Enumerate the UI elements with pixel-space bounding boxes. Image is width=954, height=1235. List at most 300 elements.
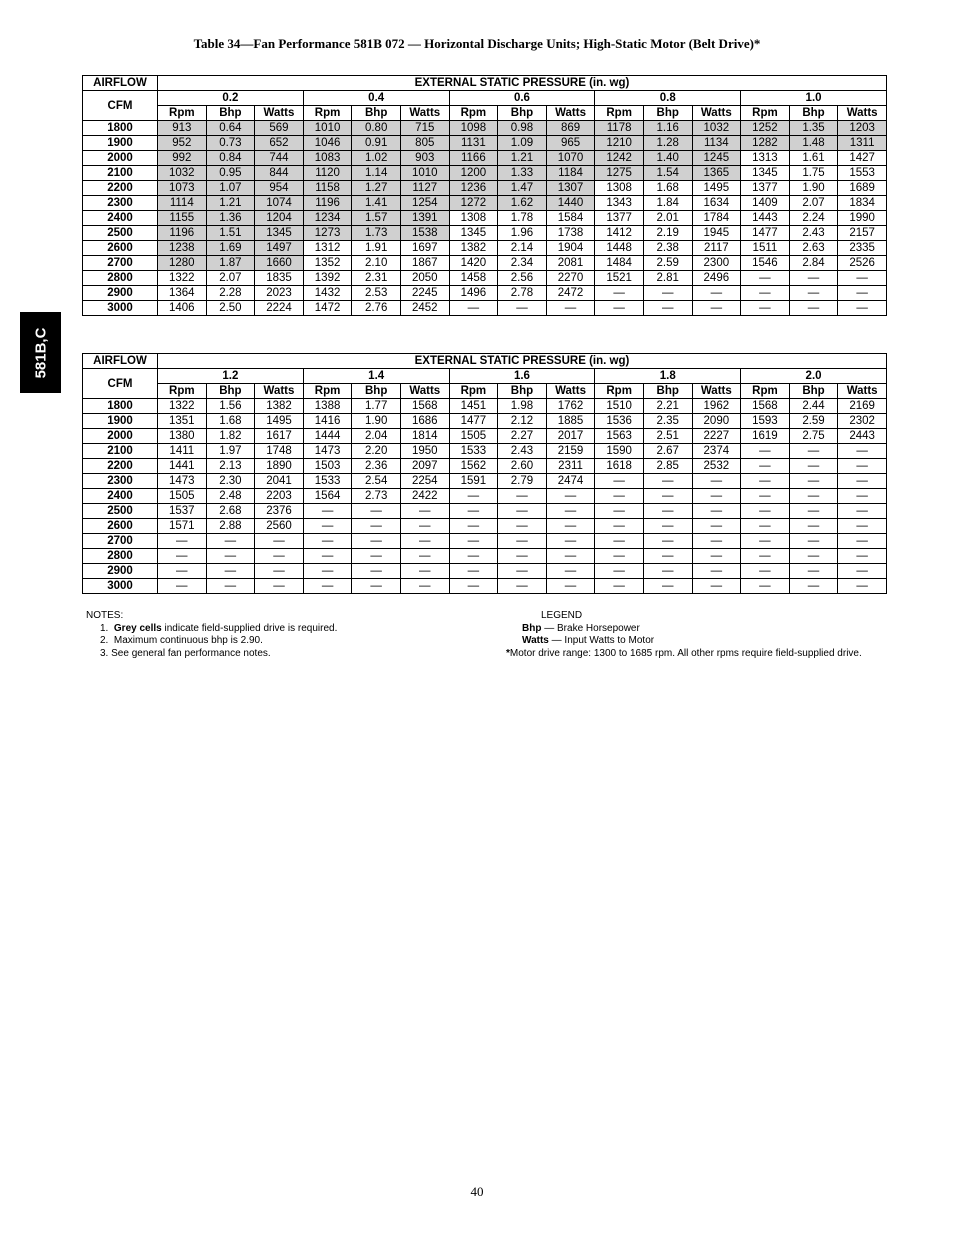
table-cell: 913	[158, 121, 207, 136]
table-cell: —	[741, 271, 790, 286]
subheader-cell: Watts	[255, 384, 304, 399]
table-cell: 1.09	[498, 136, 547, 151]
table-cell: 1.84	[643, 196, 692, 211]
table-cell: 1533	[449, 444, 498, 459]
table-cell: 1.61	[789, 151, 838, 166]
table-cell: 869	[546, 121, 595, 136]
table-cell: 1440	[546, 196, 595, 211]
header-row	[83, 354, 887, 369]
table-cell: 2224	[255, 301, 304, 316]
legend-footnote	[506, 648, 862, 661]
table-cell: 1120	[303, 166, 352, 181]
pressure-header: 1.8	[595, 369, 741, 384]
page-number: 40	[470, 1184, 484, 1199]
table-cell: —	[255, 534, 304, 549]
table-cell: —	[741, 474, 790, 489]
table-row	[83, 226, 887, 241]
pressure-header: 2.0	[741, 369, 887, 384]
table-cell: —	[498, 534, 547, 549]
table-cell: —	[692, 504, 741, 519]
table-row	[83, 414, 887, 429]
table-row	[83, 534, 887, 549]
cfm-header: CFM	[83, 91, 158, 121]
table-cell: 1571	[158, 519, 207, 534]
table-cell: 1473	[303, 444, 352, 459]
cfm-cell: 3000	[83, 579, 158, 594]
table-cell: —	[692, 286, 741, 301]
table-cell: 1427	[838, 151, 887, 166]
notes-heading: NOTES:	[86, 610, 124, 621]
table-cell: —	[838, 504, 887, 519]
subheader-cell: Bhp	[643, 106, 692, 121]
table-cell: 1.21	[206, 196, 255, 211]
subheader-row	[83, 384, 887, 399]
table-cell: —	[838, 444, 887, 459]
table-cell: 1.77	[352, 399, 401, 414]
table-cell: 1443	[741, 211, 790, 226]
table-cell: 1538	[400, 226, 449, 241]
table-cell: 2203	[255, 489, 304, 504]
table-cell: 2.31	[352, 271, 401, 286]
table-row	[83, 301, 887, 316]
note-bold: Grey cells	[113, 622, 162, 634]
table-row	[83, 181, 887, 196]
table-cell: 1748	[255, 444, 304, 459]
table-cell: —	[400, 519, 449, 534]
table-cell: 1.33	[498, 166, 547, 181]
table-cell: 1.40	[643, 151, 692, 166]
table-cell: 2.48	[206, 489, 255, 504]
table-row	[83, 564, 887, 579]
pressure-header: 0.4	[303, 91, 449, 106]
table-cell: 2.78	[498, 286, 547, 301]
table-cell: 2335	[838, 241, 887, 256]
table-cell: 1282	[741, 136, 790, 151]
table-cell: —	[789, 444, 838, 459]
table-cell: 1617	[255, 429, 304, 444]
subheader-cell: Watts	[692, 106, 741, 121]
table-cell: 2300	[692, 256, 741, 271]
table-cell: 1962	[692, 399, 741, 414]
table-row	[83, 286, 887, 301]
table-cell: 1.68	[206, 414, 255, 429]
table-cell: 2532	[692, 459, 741, 474]
legend-def: — Input Watts to Motor	[548, 635, 655, 646]
table-cell: 1689	[838, 181, 887, 196]
cfm-cell: 2800	[83, 549, 158, 564]
table-cell: 1814	[400, 429, 449, 444]
table-row	[83, 166, 887, 181]
table-row	[83, 196, 887, 211]
table-cell: 0.98	[498, 121, 547, 136]
table-cell: 2.30	[206, 474, 255, 489]
table-cell: —	[789, 474, 838, 489]
table-cell: —	[400, 564, 449, 579]
table-cell: 2.59	[789, 414, 838, 429]
cfm-header: CFM	[83, 369, 158, 399]
table-row	[83, 444, 887, 459]
table-cell: 1272	[449, 196, 498, 211]
table-cell: 1562	[449, 459, 498, 474]
table-cell: —	[206, 564, 255, 579]
table-cell: —	[643, 504, 692, 519]
table-cell: 1.90	[789, 181, 838, 196]
table-cell: 1762	[546, 399, 595, 414]
table-cell: 1083	[303, 151, 352, 166]
table-cell: 1472	[303, 301, 352, 316]
table-cell: —	[595, 579, 644, 594]
table-cell: 1590	[595, 444, 644, 459]
table-cell: 2.28	[206, 286, 255, 301]
airflow-header: AIRFLOW	[83, 76, 158, 91]
table-cell: —	[838, 301, 887, 316]
subheader-cell: Bhp	[789, 106, 838, 121]
table-cell: 2.21	[643, 399, 692, 414]
table-cell: 1.36	[206, 211, 255, 226]
table-cell: 1364	[158, 286, 207, 301]
table-cell: 1.69	[206, 241, 255, 256]
table-cell: 1495	[692, 181, 741, 196]
table-cell: 2376	[255, 504, 304, 519]
table-cell: 1412	[595, 226, 644, 241]
table-cell: 1477	[741, 226, 790, 241]
table-cell: 2302	[838, 414, 887, 429]
table-cell: 1.73	[352, 226, 401, 241]
table-cell: —	[595, 301, 644, 316]
table-cell: —	[643, 564, 692, 579]
table-cell: —	[643, 301, 692, 316]
header-row	[83, 76, 887, 91]
table-cell: 2157	[838, 226, 887, 241]
table-cell: —	[789, 301, 838, 316]
table-cell: —	[741, 504, 790, 519]
table-cell: 1382	[255, 399, 304, 414]
table-cell: —	[498, 504, 547, 519]
table-cell: 2090	[692, 414, 741, 429]
table-cell: 1867	[400, 256, 449, 271]
table-cell: —	[255, 549, 304, 564]
subheader-cell: Bhp	[352, 384, 401, 399]
table-cell: —	[546, 519, 595, 534]
cfm-cell: 2500	[83, 504, 158, 519]
table-cell: 1584	[546, 211, 595, 226]
table-row	[83, 121, 887, 136]
table-cell: 1477	[449, 414, 498, 429]
table-cell: 2.19	[643, 226, 692, 241]
table-cell: 0.80	[352, 121, 401, 136]
table-cell: 1834	[838, 196, 887, 211]
table-cell: 1.02	[352, 151, 401, 166]
table-cell: 1411	[158, 444, 207, 459]
table-cell: 1563	[595, 429, 644, 444]
table-cell: —	[838, 489, 887, 504]
table-cell: 2050	[400, 271, 449, 286]
table-cell: 0.95	[206, 166, 255, 181]
table-cell: 1618	[595, 459, 644, 474]
table-cell: —	[643, 489, 692, 504]
footnote-mark: *	[506, 647, 510, 659]
table-cell: 1234	[303, 211, 352, 226]
table-cell: 2.44	[789, 399, 838, 414]
table-cell: 1.41	[352, 196, 401, 211]
table-cell: 1.27	[352, 181, 401, 196]
table-cell: 2.54	[352, 474, 401, 489]
table-cell: —	[789, 459, 838, 474]
cfm-cell: 1800	[83, 121, 158, 136]
table-cell: —	[789, 286, 838, 301]
table-cell: —	[158, 564, 207, 579]
table-cell: —	[595, 564, 644, 579]
table-row	[83, 429, 887, 444]
table-cell: 2.07	[789, 196, 838, 211]
table-cell: 1416	[303, 414, 352, 429]
note-text: Maximum continuous bhp is 2.90.	[113, 635, 263, 646]
table-cell: 2.75	[789, 429, 838, 444]
table-cell: —	[838, 271, 887, 286]
table-cell: 1236	[449, 181, 498, 196]
table-row	[83, 151, 887, 166]
table-cell: —	[789, 579, 838, 594]
table-cell: 1505	[449, 429, 498, 444]
cfm-cell: 2000	[83, 151, 158, 166]
table-cell: 1046	[303, 136, 352, 151]
legend-item	[506, 623, 862, 636]
table-cell: 1307	[546, 181, 595, 196]
table-cell: 1409	[741, 196, 790, 211]
table-row	[83, 256, 887, 271]
table-cell: 1312	[303, 241, 352, 256]
table-row	[83, 519, 887, 534]
table-cell: 0.64	[206, 121, 255, 136]
table-cell: 1448	[595, 241, 644, 256]
table-cell: —	[643, 474, 692, 489]
table-cell: 2.60	[498, 459, 547, 474]
table-cell: 2270	[546, 271, 595, 286]
table-cell: 1200	[449, 166, 498, 181]
table-cell: 2.79	[498, 474, 547, 489]
esp-header: EXTERNAL STATIC PRESSURE (in. wg)	[158, 76, 887, 91]
table-cell: 1473	[158, 474, 207, 489]
table-cell: 1510	[595, 399, 644, 414]
table-cell: 1.57	[352, 211, 401, 226]
side-tab	[20, 312, 61, 393]
table-cell: 2.81	[643, 271, 692, 286]
table-cell: —	[741, 286, 790, 301]
table-cell: —	[400, 534, 449, 549]
table-cell: 1537	[158, 504, 207, 519]
table-row	[83, 489, 887, 504]
table-cell: —	[158, 579, 207, 594]
table-cell: —	[546, 504, 595, 519]
table-cell: 1.91	[352, 241, 401, 256]
table-cell: 1070	[546, 151, 595, 166]
table-cell: 1.51	[206, 226, 255, 241]
cfm-cell: 2400	[83, 211, 158, 226]
table-cell: 1660	[255, 256, 304, 271]
table-cell: —	[352, 549, 401, 564]
table-cell: —	[692, 564, 741, 579]
table-cell: —	[352, 519, 401, 534]
pressure-row	[83, 369, 887, 384]
table-cell: 1444	[303, 429, 352, 444]
table-row	[83, 459, 887, 474]
table-cell: 1343	[595, 196, 644, 211]
cfm-cell: 1800	[83, 399, 158, 414]
table-cell: 1.35	[789, 121, 838, 136]
table-cell: 1203	[838, 121, 887, 136]
table-cell: —	[741, 534, 790, 549]
table-cell: 2.12	[498, 414, 547, 429]
table-cell: —	[741, 444, 790, 459]
subheader-cell: Bhp	[206, 106, 255, 121]
side-tab-label: 581B,C	[32, 327, 49, 378]
table-cell: —	[595, 549, 644, 564]
table-cell: 1521	[595, 271, 644, 286]
table-cell: 2560	[255, 519, 304, 534]
table-cell: —	[546, 549, 595, 564]
table-cell: 1345	[741, 166, 790, 181]
table-cell: —	[449, 519, 498, 534]
table-cell: 1238	[158, 241, 207, 256]
table-cell: 1308	[449, 211, 498, 226]
table-cell: 1308	[595, 181, 644, 196]
cfm-cell: 1900	[83, 414, 158, 429]
table-cell: —	[449, 489, 498, 504]
table-cell: 1155	[158, 211, 207, 226]
pressure-header: 0.2	[158, 91, 304, 106]
table-cell: —	[158, 549, 207, 564]
table-cell: 1697	[400, 241, 449, 256]
table-cell: 1158	[303, 181, 352, 196]
table-cell: 2.07	[206, 271, 255, 286]
table-cell: 954	[255, 181, 304, 196]
table-cell: 2.24	[789, 211, 838, 226]
table-cell: —	[643, 549, 692, 564]
table-cell: 2.53	[352, 286, 401, 301]
table-cell: 2.14	[498, 241, 547, 256]
table-cell: 1484	[595, 256, 644, 271]
table-cell: 2.27	[498, 429, 547, 444]
legend-term: Bhp	[522, 622, 542, 634]
table-cell: 1.87	[206, 256, 255, 271]
subheader-cell: Rpm	[741, 384, 790, 399]
table-cell: 1377	[595, 211, 644, 226]
pressure-row	[83, 91, 887, 106]
table-cell: 1420	[449, 256, 498, 271]
table-cell: —	[498, 549, 547, 564]
table-cell: —	[692, 489, 741, 504]
table-cell: —	[789, 564, 838, 579]
table-cell: 2254	[400, 474, 449, 489]
table-cell: —	[643, 286, 692, 301]
table-cell: 2.68	[206, 504, 255, 519]
table-cell: —	[206, 579, 255, 594]
pressure-header: 1.4	[303, 369, 449, 384]
table-cell: —	[595, 474, 644, 489]
table-cell: 1184	[546, 166, 595, 181]
pressure-header: 0.8	[595, 91, 741, 106]
table-cell: —	[643, 534, 692, 549]
table-cell: —	[352, 504, 401, 519]
note-number: 1.	[100, 622, 109, 634]
table-cell: 2097	[400, 459, 449, 474]
table-cell: 1536	[595, 414, 644, 429]
table-cell: 1380	[158, 429, 207, 444]
table-cell: 2443	[838, 429, 887, 444]
table-cell: —	[352, 564, 401, 579]
table-cell: —	[789, 519, 838, 534]
table-cell: —	[789, 549, 838, 564]
cfm-cell: 2600	[83, 519, 158, 534]
table-cell: 2.10	[352, 256, 401, 271]
table-cell: 2.63	[789, 241, 838, 256]
note-item	[86, 635, 337, 648]
table-cell: 2.36	[352, 459, 401, 474]
note-text: indicate field-supplied drive is required.	[161, 622, 338, 634]
cfm-cell: 2200	[83, 181, 158, 196]
table-cell: 1074	[255, 196, 304, 211]
table-cell: 2.38	[643, 241, 692, 256]
table-cell: 1.16	[643, 121, 692, 136]
table-row	[83, 504, 887, 519]
table-cell: 2526	[838, 256, 887, 271]
table-cell: —	[838, 519, 887, 534]
table-cell: 2.43	[498, 444, 547, 459]
legend-def: — Brake Horsepower	[541, 622, 640, 634]
table-cell: 1591	[449, 474, 498, 489]
table-cell: 2452	[400, 301, 449, 316]
table-cell: 1196	[303, 196, 352, 211]
table-cell: 1391	[400, 211, 449, 226]
table-cell: —	[595, 504, 644, 519]
table-cell: —	[643, 579, 692, 594]
table-cell: 2.84	[789, 256, 838, 271]
table-cell: 1634	[692, 196, 741, 211]
table-cell: —	[838, 579, 887, 594]
table-cell: 2.01	[643, 211, 692, 226]
table-cell: —	[449, 534, 498, 549]
table-cell: —	[838, 474, 887, 489]
table-cell: 1010	[400, 166, 449, 181]
fan-performance-table-2	[82, 353, 887, 594]
table-cell: 1242	[595, 151, 644, 166]
table-row	[83, 211, 887, 226]
note-number: 3.	[100, 647, 109, 659]
table-cell: —	[449, 579, 498, 594]
table-cell: 1166	[449, 151, 498, 166]
table-cell: 1533	[303, 474, 352, 489]
table-cell: 0.84	[206, 151, 255, 166]
table-cell: —	[643, 519, 692, 534]
table-cell: 1451	[449, 399, 498, 414]
table-cell: 2023	[255, 286, 304, 301]
subheader-cell: Bhp	[498, 106, 547, 121]
cfm-cell: 2800	[83, 271, 158, 286]
pressure-header: 1.0	[741, 91, 887, 106]
table-cell: —	[789, 271, 838, 286]
esp-header: EXTERNAL STATIC PRESSURE (in. wg)	[158, 354, 887, 369]
table-cell: —	[498, 564, 547, 579]
table-cell: 965	[546, 136, 595, 151]
table-cell: 1073	[158, 181, 207, 196]
table-cell: 1511	[741, 241, 790, 256]
cfm-cell: 1900	[83, 136, 158, 151]
cfm-cell: 2900	[83, 286, 158, 301]
table-cell: 1313	[741, 151, 790, 166]
table-cell: 1010	[303, 121, 352, 136]
cfm-cell: 2900	[83, 564, 158, 579]
table-cell: —	[692, 534, 741, 549]
